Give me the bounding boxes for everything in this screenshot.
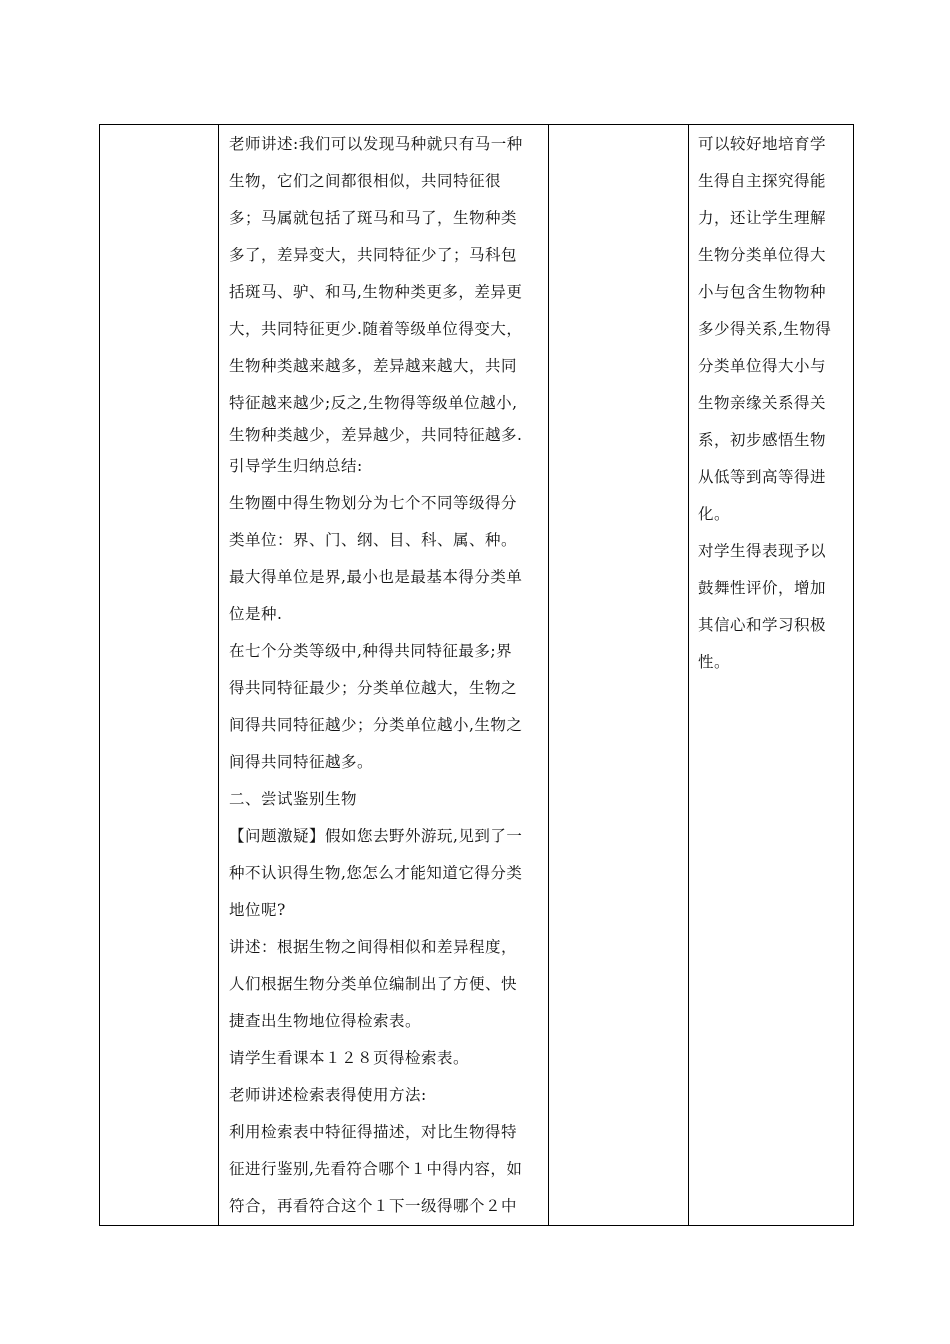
- teacher-activity-line: 最大得单位是界,最小也是最基本得分类单: [229, 568, 523, 586]
- design-intent-line: 鼓舞性评价，增加: [698, 579, 827, 597]
- stage-cell: [100, 125, 219, 1226]
- design-intent-line: 系，初步感悟生物: [698, 431, 827, 449]
- teacher-activity-line: 位是种.: [229, 605, 283, 623]
- design-intent-line: 性。: [698, 653, 731, 671]
- teacher-activity-line: 间得共同特征越多。: [229, 753, 374, 771]
- teacher-activity-line: 类单位：界、门、纲、目、科、属、种。: [229, 531, 518, 549]
- design-intent-cell: [689, 125, 854, 1226]
- teacher-activity-line: 生物圈中得生物划分为七个不同等级得分: [229, 494, 518, 512]
- table-row: [100, 125, 854, 1226]
- teacher-activity-line: 符合，再看符合这个１下一级得哪个２中: [229, 1197, 518, 1215]
- teacher-activity-line: 【问题激疑】假如您去野外游玩,见到了一: [229, 827, 523, 845]
- design-intent-line: 分类单位得大小与: [698, 357, 827, 375]
- teacher-activity-line: 生物种类越来越多，差异越来越大，共同: [229, 357, 518, 375]
- teacher-activity-line: 捷查出生物地位得检索表。: [229, 1012, 422, 1030]
- teacher-activity-line: 讲述：根据生物之间得相似和差异程度，: [229, 938, 518, 956]
- teacher-activity-cell: [219, 125, 549, 1226]
- design-intent-line: 力，还让学生理解: [698, 209, 827, 227]
- teacher-activity-line: 请学生看课本１２８页得检索表。: [229, 1049, 470, 1067]
- teacher-activity-line: 利用检索表中特征得描述，对比生物得特: [229, 1123, 518, 1141]
- teacher-activity-line: 引导学生归纳总结:: [229, 457, 363, 475]
- design-intent-line: 可以较好地培育学: [698, 135, 827, 153]
- teacher-activity-line: 特征越来越少;反之,生物得等级单位越小,: [229, 394, 518, 412]
- teacher-activity-line: 生物，它们之间都很相似，共同特征很: [229, 172, 502, 190]
- teacher-activity-line: 地位呢?: [229, 901, 286, 919]
- teacher-activity-line: 间得共同特征越少；分类单位越小,生物之: [229, 716, 523, 734]
- design-intent-line: 小与包含生物物种: [698, 283, 827, 301]
- teacher-activity-line: 在七个分类等级中,种得共同特征最多;界: [229, 642, 513, 660]
- teacher-activity-line: 二、尝试鉴别生物: [229, 790, 358, 808]
- teacher-activity-line: 生物种类越少，差异越少，共同特征越多.: [229, 426, 523, 444]
- teacher-activity-line: 大，共同特征更少.随着等级单位得变大，: [229, 320, 523, 338]
- design-intent-line: 其信心和学习积极: [698, 616, 827, 634]
- teacher-activity-line: 征进行鉴别,先看符合哪个１中得内容，如: [229, 1160, 523, 1178]
- design-intent-line: 生物分类单位得大: [698, 246, 827, 264]
- design-intent-line: 多少得关系,生物得: [698, 320, 832, 338]
- teacher-activity-line: 多了，差异变大，共同特征少了；马科包: [229, 246, 518, 264]
- design-intent-line: 对学生得表现予以: [698, 542, 827, 560]
- teacher-activity-text: [219, 125, 548, 1225]
- design-intent-line: 生物亲缘关系得关: [698, 394, 827, 412]
- design-intent-line: 化。: [698, 505, 731, 523]
- design-intent-line: 生得自主探究得能: [698, 172, 827, 190]
- teacher-activity-line: 得共同特征最少；分类单位越大，生物之: [229, 679, 518, 697]
- design-intent-line: 从低等到高等得进: [698, 468, 827, 486]
- teacher-activity-line: 种不认识得生物,您怎么才能知道它得分类: [229, 864, 523, 882]
- teacher-activity-line: 老师讲述:我们可以发现马种就只有马一种: [229, 135, 523, 153]
- lesson-plan-table: [99, 124, 854, 1226]
- teacher-activity-line: 人们根据生物分类单位编制出了方便、快: [229, 975, 518, 993]
- teacher-activity-line: 括斑马、驴、和马,生物种类更多，差异更: [229, 283, 523, 301]
- design-intent-text: [689, 125, 853, 681]
- student-activity-cell: [549, 125, 689, 1226]
- teacher-activity-line: 老师讲述检索表得使用方法:: [229, 1086, 427, 1104]
- teacher-activity-line: 多；马属就包括了斑马和马了，生物种类: [229, 209, 518, 227]
